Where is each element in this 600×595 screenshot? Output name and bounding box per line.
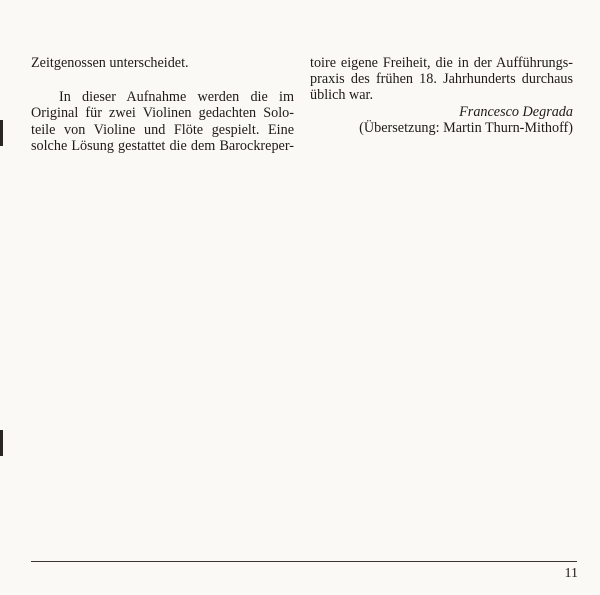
text-line: praxis des frühen 18. Jahrhunderts durchaus	[310, 71, 573, 88]
text-line: üblich war.	[310, 87, 374, 104]
paragraph	[31, 89, 294, 154]
text-line: In dieser Aufnahme werden die im	[59, 89, 294, 106]
page-number: 11	[564, 566, 578, 581]
text-line: Original für zwei Violinen gedachten Solo-	[31, 105, 294, 122]
text-line: teile von Violine und Flöte gespielt. Eine	[31, 121, 294, 138]
binding-edge-mark	[0, 430, 3, 456]
paragraph	[31, 55, 294, 71]
left-column	[31, 55, 294, 154]
paragraph	[310, 55, 573, 104]
footer-rule	[31, 561, 577, 562]
binding-edge-mark	[0, 120, 3, 146]
text-line: toire eigene Freiheit, die in der Aufführungs-	[310, 55, 573, 71]
text-line: solche Lösung gestattet die dem Barockreper-	[31, 137, 294, 154]
right-column	[310, 55, 573, 136]
paragraph-gap	[31, 71, 294, 89]
translator-credit: (Übersetzung: Martin Thurn-Mithoff)	[359, 119, 573, 136]
text-line: Zeitgenossen unterscheidet.	[31, 55, 189, 71]
author-name: Francesco Degrada	[459, 103, 573, 120]
